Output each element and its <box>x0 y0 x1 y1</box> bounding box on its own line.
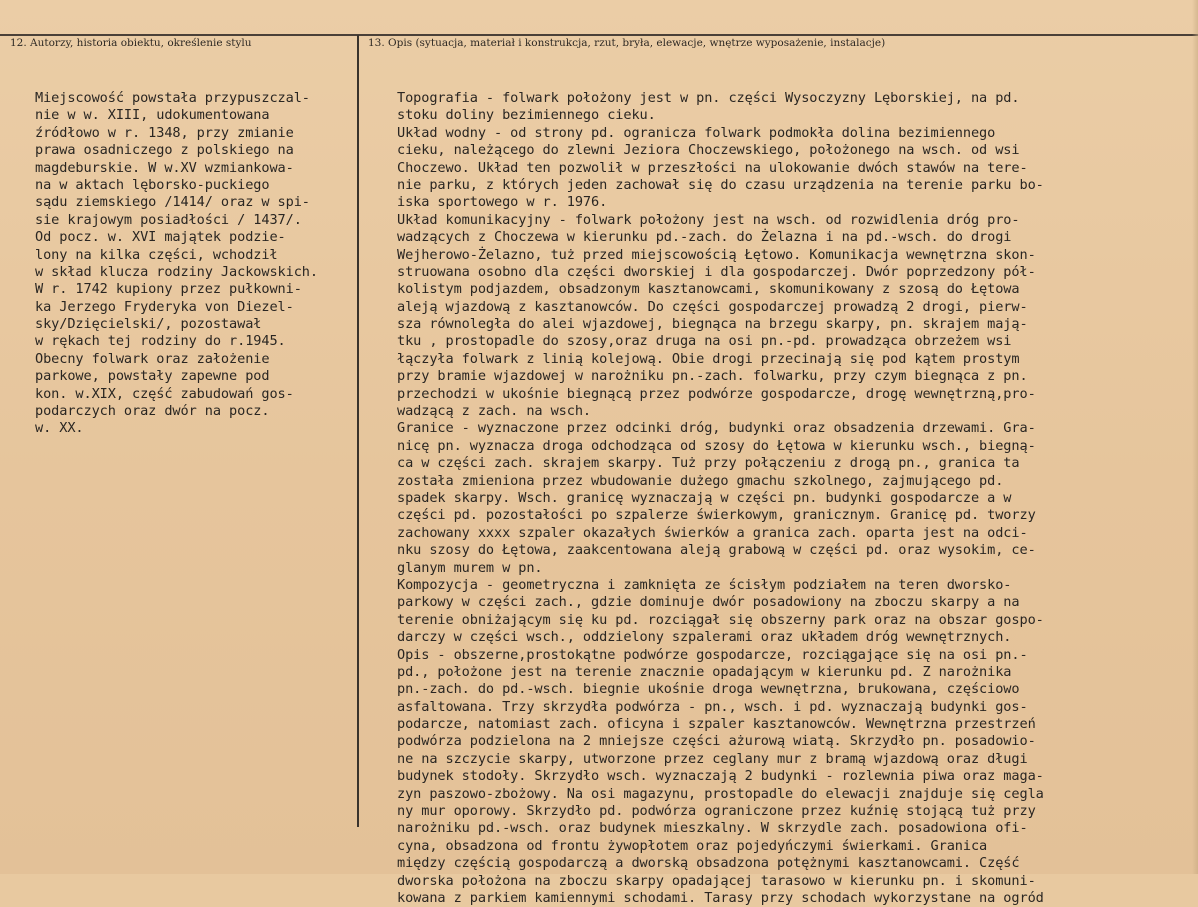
text-line: darczy w części wsch., oddzielony szpalerami oraz układem dróg wewnętrznych. <box>397 629 1012 646</box>
text-line: wadzących z Choczewa w kierunku pd.-zach. do Żelazna i na pd.-wsch. do drogi <box>397 229 1012 246</box>
text-line: nie w w. XIII, udokumentowana <box>35 107 270 124</box>
column-divider <box>357 35 359 827</box>
text-line: podarcze, natomiast zach. oficyna i szpaler kasztanowców. Wewnętrzna przestrzeń <box>397 716 1036 733</box>
text-line: pn.-zach. do pd.-wsch. biegnie ukośnie droga wewnętrzna, brukowana, częściowo <box>397 681 1020 698</box>
text-line: sie krajowym posiadłości / 1437/. <box>35 211 302 228</box>
text-line: Opis - obszerne,prostokątne podwórze gospodarcze, rozciągające się na osi pn.- <box>397 646 1028 663</box>
text-line: asfaltowana. Trzy skrzydła podwórza - pn., wsch. i pd. wyznaczają budynki gos- <box>397 698 1028 715</box>
text-line: Od pocz. w. XVI majątek podzie- <box>35 229 286 246</box>
text-line: nicę pn. wyznacza droga odchodząca od szosy do Łętowa w kierunku wsch., biegną- <box>397 437 1036 454</box>
history-text-column <box>35 90 355 438</box>
text-line: została zmieniona przez wbudowanie dużego gmachu szkolnego, zajmującego pd. <box>397 472 1004 489</box>
text-line: terenie obniżającym się ku pd. rozciągał się obszerny park oraz na obszar gospo- <box>397 611 1044 628</box>
text-line: Kompozycja - geometryczna i zamknięta ze ścisłym podziałem na teren dworsko- <box>397 576 1012 593</box>
text-line: wadzącą z zach. na wsch. <box>397 403 592 420</box>
text-line: aleją wjazdową z kasztanowców. Do części gospodarczej prowadzą 2 drogi, pierw- <box>397 298 1028 315</box>
text-line: Granice - wyznaczone przez odcinki dróg, budynki oraz obsadzenia drzewami. Gra- <box>397 420 1036 437</box>
text-line: ne na szczycie skarpy, utworzone przez ceglany mur z bramą wjazdową oraz długi <box>397 750 1028 767</box>
text-line: źródłowo w r. 1348, przy zmianie <box>35 124 294 141</box>
text-line: cieku, należącego do zlewni Jeziora Choczewskiego, położonego na wsch. od wsi <box>397 142 1020 159</box>
text-line: kon. w.XIX, część zabudowań gos- <box>35 385 294 402</box>
text-line: kowana z parkiem kamiennymi schodami. Tarasy przy schodach wykorzystane na ogród <box>397 889 1044 906</box>
field-13-header: 13. Opis (sytuacja, materiał i konstrukcja, rzut, bryła, elewacje, wnętrze wyposażenie, instalacje) <box>368 37 886 49</box>
text-line: Układ komunikacyjny - folwark położony jest na wsch. od rozwidlenia dróg pro- <box>397 211 1020 228</box>
text-line: narożniku pd.-wsch. oraz budynek mieszkalny. W skrzydle zach. posadowiona ofi- <box>397 820 1028 837</box>
text-line: stoku doliny bezimiennego cieku. <box>397 107 656 124</box>
text-line: podwórza podzielona na 2 mniejsze części ażurową wiatą. Skrzydło pn. posadowio- <box>397 733 1036 750</box>
text-line: sza równoległa do alei wjazdowej, biegnąca na brzegu skarpy, pn. skrajem mają- <box>397 316 1028 333</box>
text-line: Układ wodny - od strony pd. ogranicza folwark podmokła dolina bezimiennego <box>397 124 996 141</box>
text-line: kolistym podjazdem, obsadzonym kasztanowcami, skomunikowany z szosą do Łętowa <box>397 281 1020 298</box>
text-line: sky/Dzięcielski/, pozostawał <box>35 316 262 333</box>
text-line: zyn paszowo-zbożowy. Na osi magazynu, prostopadle do elewacji znajduje się cegla <box>397 785 1044 802</box>
text-line: Miejscowość powstała przypuszczal- <box>35 90 310 106</box>
text-line: parkowe, powstały zapewne pod <box>35 368 270 385</box>
text-line: na w aktach lęborsko-puckiego <box>35 176 270 193</box>
text-line: ka Jerzego Fryderyka von Diezel- <box>35 298 294 315</box>
text-line: dworska położona na zboczu skarpy opadającej tarasowo w kierunku pn. i skomuni- <box>397 872 1036 889</box>
text-line: podarczych oraz dwór na pocz. <box>35 403 270 420</box>
text-line: parkowy w części zach., gdzie dominuje dwór posadowiony na zboczu skarpy a na <box>397 594 1020 611</box>
text-line: spadek skarpy. Wsch. granicę wyznaczają w części pn. budynki gospodarcze a w <box>397 489 1012 506</box>
text-line: w. XX. <box>35 420 84 437</box>
text-line: struowana osobno dla części dworskiej i dla gospodarczej. Dwór poprzedzony pół- <box>397 263 1036 280</box>
text-line: przechodzi w ukośnie biegnącą przez podwórze gospodarcze, drogę wewnętrzną,pro- <box>397 385 1036 402</box>
text-line: w skład klucza rodziny Jackowskich. <box>35 263 318 280</box>
text-line: w rękach tej rodziny do r.1945. <box>35 333 286 350</box>
text-line: prawa osadniczego z polskiego na <box>35 142 294 159</box>
text-line: przy bramie wjazdowej w narożniku pn.-zach. folwarku, przy czym biegnąca z pn. <box>397 368 1028 385</box>
text-line: W r. 1742 kupiony przez pułkowni- <box>35 281 302 298</box>
text-line: cyna, obsadzona od frontu żywopłotem oraz pojedyńczymi świerkami. Granica <box>397 837 988 854</box>
text-line: iska sportowego w r. 1976. <box>397 194 608 211</box>
text-line: zachowany xxxx szpaler okazałych świerków a granica zach. oparta jest na odci- <box>397 524 1028 541</box>
field-12-header: 12. Autorzy, historia obiektu, określenie stylu <box>10 37 252 49</box>
text-line: części pd. pozostałości po szpalerze świerkowym, granicznym. Granicę pd. tworzy <box>397 507 1036 524</box>
header-top-rule <box>0 34 1198 36</box>
text-line: budynek stodoły. Skrzydło wsch. wyznaczają 2 budynki - rozlewnia piwa oraz maga- <box>397 768 1044 785</box>
text-line: sądu ziemskiego /1414/ oraz w spi- <box>35 194 310 211</box>
text-line: między częścią gospodarczą a dworską obsadzona potężnymi kasztanowcami. Część <box>397 855 1020 872</box>
text-line: pd., położone jest na terenie znacznie opadającym w kierunku pd. Z narożnika <box>397 663 1012 680</box>
description-text-column <box>397 90 1197 907</box>
text-line: lony na kilka części, wchodził <box>35 246 278 263</box>
text-line: Choczewo. Układ ten pozwolił w przeszłości na ulokowanie dwóch stawów na tere- <box>397 159 1028 176</box>
text-line: tku , prostopadle do szosy,oraz druga na osi pn.-pd. prowadząca obrzeżem wsi <box>397 333 1012 350</box>
text-line: nie parku, z których jeden zachował się do czasu urządzenia na terenie parku bo- <box>397 176 1044 193</box>
text-line: ca w części zach. skrajem skarpy. Tuż przy połączeniu z drogą pn., granica ta <box>397 455 1020 472</box>
text-line: ny mur oporowy. Skrzydło pd. podwórza ograniczone przez kuźnię stojącą tuż przy <box>397 803 1036 820</box>
text-line: Obecny folwark oraz założenie <box>35 350 270 367</box>
text-line: magdeburskie. W w.XV wzmiankowa- <box>35 159 294 176</box>
text-line: nku szosy do Łętowa, zaakcentowana aleją grabową w części pd. oraz wysokim, ce- <box>397 542 1036 559</box>
text-line: Topografia - folwark położony jest w pn. części Wysoczyzny Lęborskiej, na pd. <box>397 90 1020 106</box>
text-line: łączyła folwark z linią kolejową. Obie drogi przecinają się pod kątem prostym <box>397 350 1020 367</box>
text-line: Wejherowo-Żelazno, tuż przed miejscowością Łętowo. Komunikacja wewnętrzna skon- <box>397 246 1036 263</box>
text-line: glanym murem w pn. <box>397 559 543 576</box>
